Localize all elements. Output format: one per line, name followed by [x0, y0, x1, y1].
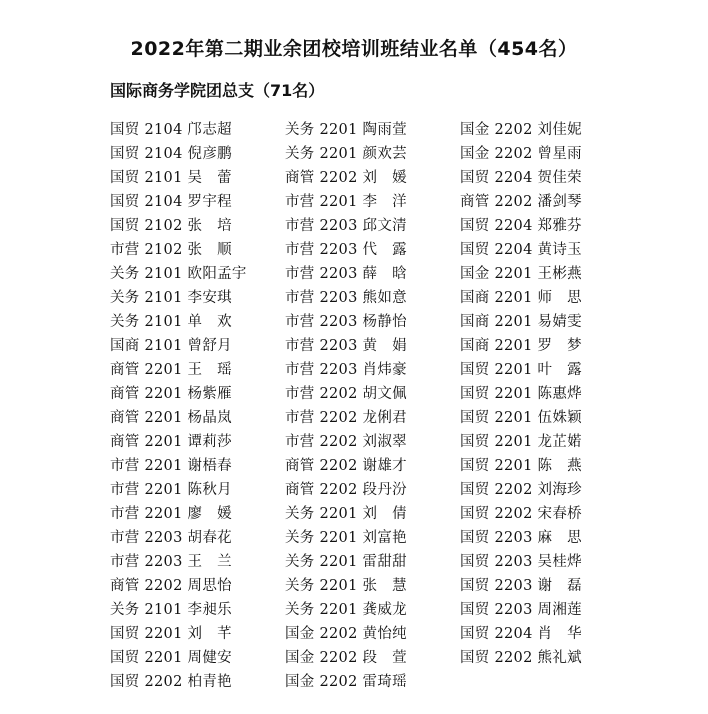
- document-title: 2022年第二期业余团校培训班结业名单（454名）: [130, 38, 578, 60]
- name-list-entry: 国贸 2202 宋春桥: [460, 506, 582, 522]
- name-list-entry: 国贸 2201 陈 燕: [460, 458, 582, 474]
- name-list-column-3: [460, 118, 635, 670]
- name-list-entry: 国贸 2201 叶 露: [460, 362, 582, 378]
- name-list-entry: 国贸 2203 周湘莲: [460, 602, 582, 618]
- name-list-entry: 市营 2201 李 洋: [285, 194, 407, 210]
- name-list-entry: 国贸 2202 刘海珍: [460, 482, 582, 498]
- name-list-entry: 市营 2202 龙俐君: [285, 410, 407, 426]
- name-list-entry: 市营 2203 胡春花: [110, 530, 232, 546]
- name-list-entry: 国贸 2204 肖 华: [460, 626, 582, 642]
- name-list-entry: 关务 2101 欧阳孟宇: [110, 266, 247, 282]
- name-list-entry: 国金 2202 黄怡纯: [285, 626, 407, 642]
- name-list-entry: 关务 2101 李安琪: [110, 290, 232, 306]
- name-list-entry: 商管 2202 谢雄才: [285, 458, 407, 474]
- name-list-entry: 商管 2201 杨晶岚: [110, 410, 232, 426]
- name-list-entry: 国贸 2201 周健安: [110, 650, 232, 666]
- name-list-entry: 国贸 2203 吴桂烨: [460, 554, 582, 570]
- name-list-entry: 市营 2102 张 顺: [110, 242, 232, 258]
- name-list-entry: 国贸 2201 龙芷婼: [460, 434, 582, 450]
- name-list-entry: 市营 2201 廖 媛: [110, 506, 232, 522]
- name-list-entry: 国商 2101 曾舒月: [110, 338, 232, 354]
- name-list-entry: 国贸 2203 谢 磊: [460, 578, 582, 594]
- name-list-entry: 国贸 2204 贺佳荣: [460, 170, 582, 186]
- name-list-entry: 国金 2202 雷琦瑶: [285, 674, 407, 690]
- name-list-entry: 国贸 2201 伍姝颖: [460, 410, 582, 426]
- name-list-entry: 市营 2202 刘淑翠: [285, 434, 407, 450]
- section-heading: 国际商务学院团总支（71名）: [110, 81, 325, 100]
- name-list-entry: 市营 2201 陈秋月: [110, 482, 232, 498]
- name-list-entry: 关务 2101 单 欢: [110, 314, 232, 330]
- name-list-entry: 国贸 2202 柏青艳: [110, 674, 232, 690]
- name-list-entry: 国贸 2203 麻 思: [460, 530, 582, 546]
- name-list-entry: 国贸 2201 刘 芊: [110, 626, 232, 642]
- name-list-entry: 国商 2201 师 思: [460, 290, 582, 306]
- name-list-entry: 国金 2202 刘佳妮: [460, 122, 582, 138]
- name-list-entry: 关务 2201 颜欢芸: [285, 146, 407, 162]
- name-list-entry: 市营 2203 杨静怡: [285, 314, 407, 330]
- name-list-entry: 商管 2202 刘 媛: [285, 170, 407, 186]
- name-list-entry: 市营 2203 薛 晗: [285, 266, 407, 282]
- name-list-entry: 国贸 2204 郑雅芬: [460, 218, 582, 234]
- name-list-entry: 商管 2202 段丹汾: [285, 482, 407, 498]
- name-list-entry: 国贸 2202 熊礼斌: [460, 650, 582, 666]
- name-list-entry: 市营 2203 王 兰: [110, 554, 232, 570]
- name-list-entry: 关务 2201 雷甜甜: [285, 554, 407, 570]
- name-list-entry: 市营 2203 黄 娟: [285, 338, 407, 354]
- name-list-column-1: [110, 118, 285, 694]
- name-list-entry: 国金 2202 曾星雨: [460, 146, 582, 162]
- name-list-entry: 商管 2201 谭莉莎: [110, 434, 232, 450]
- name-list-entry: 关务 2201 陶雨萱: [285, 122, 407, 138]
- name-list-entry: 市营 2203 邱文清: [285, 218, 407, 234]
- name-list-column-2: [285, 118, 460, 694]
- name-list-entry: 市营 2203 代 露: [285, 242, 407, 258]
- name-list-entry: 关务 2101 李昶乐: [110, 602, 232, 618]
- name-list-entry: 关务 2201 刘 倩: [285, 506, 407, 522]
- name-list-entry: 国贸 2101 吴 蕾: [110, 170, 232, 186]
- name-list-entry: 关务 2201 刘富艳: [285, 530, 407, 546]
- name-list-entry: 市营 2201 谢梧春: [110, 458, 232, 474]
- name-list-entry: 国贸 2104 倪彦鹏: [110, 146, 232, 162]
- name-list-entry: 国商 2201 易婧雯: [460, 314, 582, 330]
- name-list-entry: 市营 2203 肖炜豪: [285, 362, 407, 378]
- name-list-entry: 市营 2202 胡文佩: [285, 386, 407, 402]
- name-list-entry: 关务 2201 张 慧: [285, 578, 407, 594]
- name-list-entry: 国贸 2102 张 培: [110, 218, 232, 234]
- name-list-entry: 商管 2202 周思怡: [110, 578, 232, 594]
- name-list-entry: 国商 2201 罗 梦: [460, 338, 582, 354]
- name-list-entry: 国金 2202 段 萱: [285, 650, 407, 666]
- name-list-entry: 国金 2201 王彬燕: [460, 266, 582, 282]
- name-list-entry: 商管 2201 杨紫雁: [110, 386, 232, 402]
- name-list-entry: 国贸 2201 陈惠烨: [460, 386, 582, 402]
- name-list-entry: 国贸 2104 邝志超: [110, 122, 232, 138]
- name-list-entry: 国贸 2104 罗宇程: [110, 194, 232, 210]
- name-list-entry: 商管 2201 王 瑶: [110, 362, 232, 378]
- name-list-entry: 国贸 2204 黄诗玉: [460, 242, 582, 258]
- name-list-entry: 市营 2203 熊如意: [285, 290, 407, 306]
- name-list-entry: 商管 2202 潘剑琴: [460, 194, 582, 210]
- name-list-entry: 关务 2201 龚威龙: [285, 602, 407, 618]
